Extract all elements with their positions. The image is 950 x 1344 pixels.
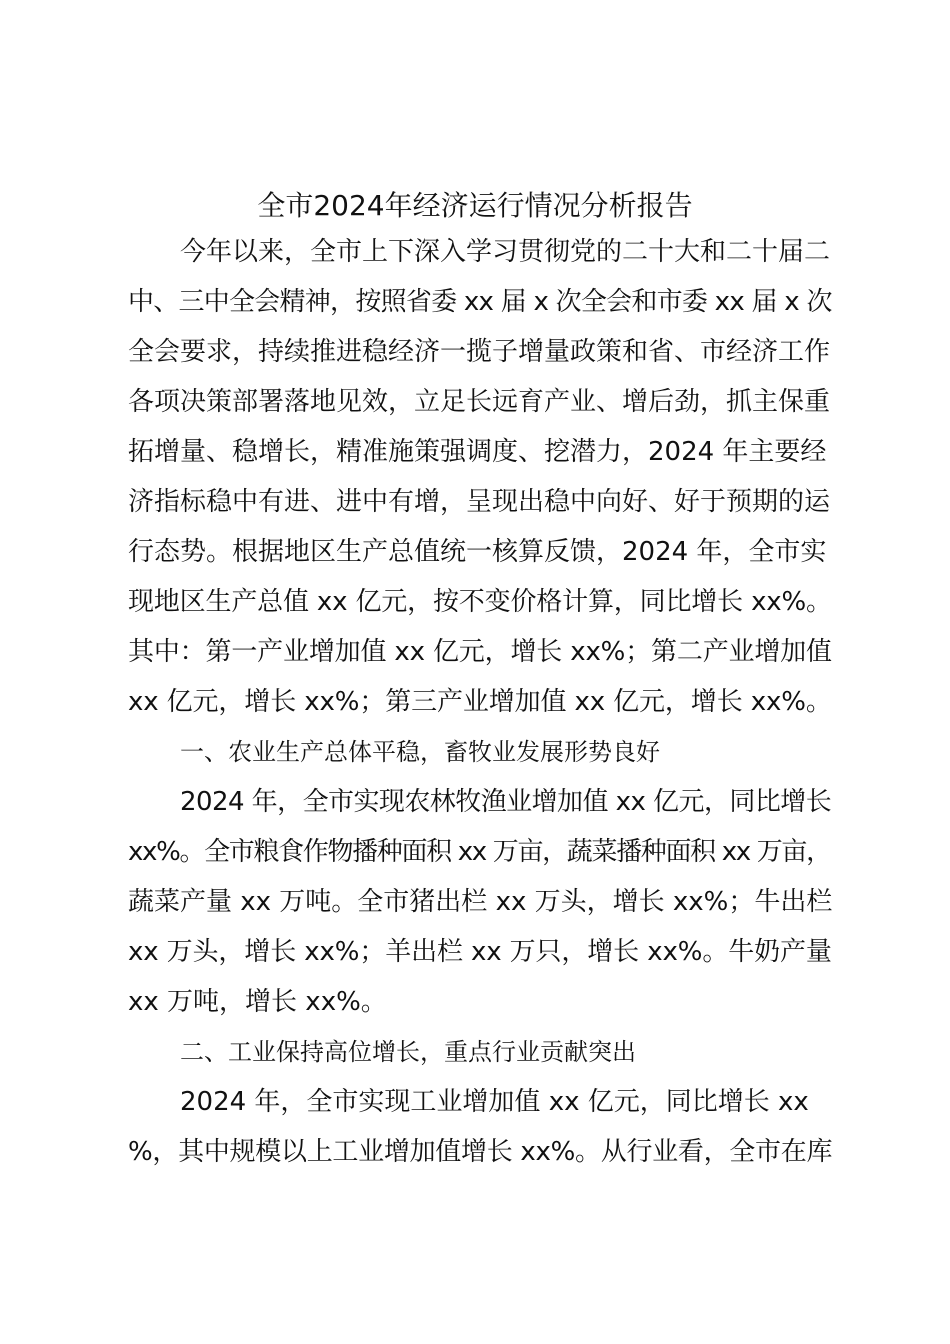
paragraph-1-line-10: xx 亿元，增长 xx%；第三产业增加值 xx 亿元，增长 xx%。 bbox=[128, 687, 832, 717]
section-heading-agriculture: 一、农业生产总体平稳，畜牧业发展形势良好 bbox=[180, 738, 660, 766]
section-heading-industry: 二、工业保持高位增长，重点行业贡献突出 bbox=[180, 1038, 636, 1066]
paragraph-1-line-2: 中、三中全会精神，按照省委 xx 届 x 次全会和市委 xx 届 x 次 bbox=[128, 287, 832, 317]
paragraph-3-line-2: %，其中规模以上工业增加值增长 xx%。从行业看，全市在库 bbox=[128, 1137, 833, 1167]
paragraph-2-line-3: 蔬菜产量 xx 万吨。全市猪出栏 xx 万头，增长 xx%；牛出栏 bbox=[128, 887, 833, 917]
paragraph-1-line-1: 今年以来，全市上下深入学习贯彻党的二十大和二十届二 bbox=[180, 237, 831, 267]
paragraph-1-line-6: 济指标稳中有进、进中有增，呈现出稳中向好、好于预期的运 bbox=[128, 487, 831, 517]
document-title: 全市2024年经济运行情况分析报告 bbox=[257, 189, 693, 222]
paragraph-2-line-4: xx 万头，增长 xx%；羊出栏 xx 万只，增长 xx%。牛奶产量 bbox=[128, 937, 832, 967]
paragraph-2-line-5: xx 万吨，增长 xx%。 bbox=[128, 987, 387, 1017]
paragraph-2-line-2: xx%。全市粮食作物播种面积 xx 万亩，蔬菜播种面积 xx 万亩， bbox=[128, 837, 831, 867]
paragraph-1-line-4: 各项决策部署落地见效，立足长远育产业、增后劲，抓主保重 bbox=[128, 387, 831, 417]
paragraph-1-line-9: 其中：第一产业增加值 xx 亿元，增长 xx%；第二产业增加值 bbox=[128, 637, 832, 667]
paragraph-2-line-1: 2024 年，全市实现农林牧渔业增加值 xx 亿元，同比增长 bbox=[180, 787, 832, 817]
paragraph-1-line-7: 行态势。根据地区生产总值统一核算反馈，2024 年，全市实 bbox=[128, 537, 827, 567]
paragraph-1-line-5: 拓增量、稳增长，精准施策强调度、挖潜力，2024 年主要经 bbox=[128, 437, 827, 467]
paragraph-1-line-3: 全会要求，持续推进稳经济一揽子增量政策和省、市经济工作 bbox=[128, 337, 831, 367]
paragraph-1-line-8: 现地区生产总值 xx 亿元，按不变价格计算，同比增长 xx%。 bbox=[128, 587, 832, 617]
paragraph-3-line-1: 2024 年，全市实现工业增加值 xx 亿元，同比增长 xx bbox=[180, 1087, 809, 1117]
